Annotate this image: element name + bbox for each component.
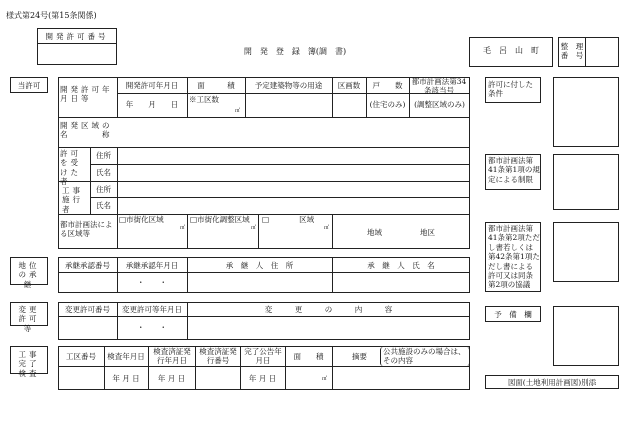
section-label-completion: 工事完了検査 [10,346,48,374]
conditions-label-box: 許可に付した条件 [485,77,541,103]
section-label-succession: 地位の承継 [10,257,48,285]
ref-label: 整 理 番 号 [560,42,584,61]
section-label-change: 変更許可等 [10,302,48,326]
dev-area-label: 開発区域の名 称 [60,121,113,140]
spare-label-box: 予 備 欄 [485,306,541,322]
drawing-note-box: 図面(土地利用計画図)別添 [485,375,619,389]
permit-date-value[interactable]: 年 月 日 [125,100,179,109]
zone-label: 都市計画法による区域等 [60,220,113,239]
section-label-permit: 当許可 [10,77,48,93]
form-id: 様式第24号(第15条関係) [6,11,97,20]
ref-label-box [558,37,586,67]
recipient-label: 許可を受けた者 [60,149,81,187]
zone-urban-checkbox[interactable]: □市街化区域 [119,215,164,224]
zone-control-checkbox[interactable]: □市街化調整区域 [190,215,250,224]
art41-label-box: 都市計画法第41条第1項の規定による制限 [485,154,541,190]
permit-no-label-box [37,28,117,44]
permit-date-label: 開発許可年月日等 [60,85,113,104]
permit-no-label: 開発許可番号 [45,32,109,41]
town-box [469,37,553,67]
ref-number-field[interactable] [585,37,619,67]
permit-no-field[interactable] [37,43,117,65]
conditions-field[interactable] [553,77,619,147]
zone-other-checkbox[interactable]: □ 区域 [262,215,315,224]
spare-field[interactable] [553,306,619,366]
art41-2-label-box: 都市計画法第41条第2項ただし書若しくは第42条第1項ただし書による許可又は同条第2項の協議 [485,222,541,292]
art41-field[interactable] [553,154,619,210]
dev-area-field[interactable] [117,117,470,147]
town-name: 毛 呂 山 町 [483,46,539,55]
art41-2-field[interactable] [553,222,619,282]
page-title: 開 発 登 録 簿(調 書) [243,47,347,56]
contractor-label: 工事施行者 [62,186,83,214]
